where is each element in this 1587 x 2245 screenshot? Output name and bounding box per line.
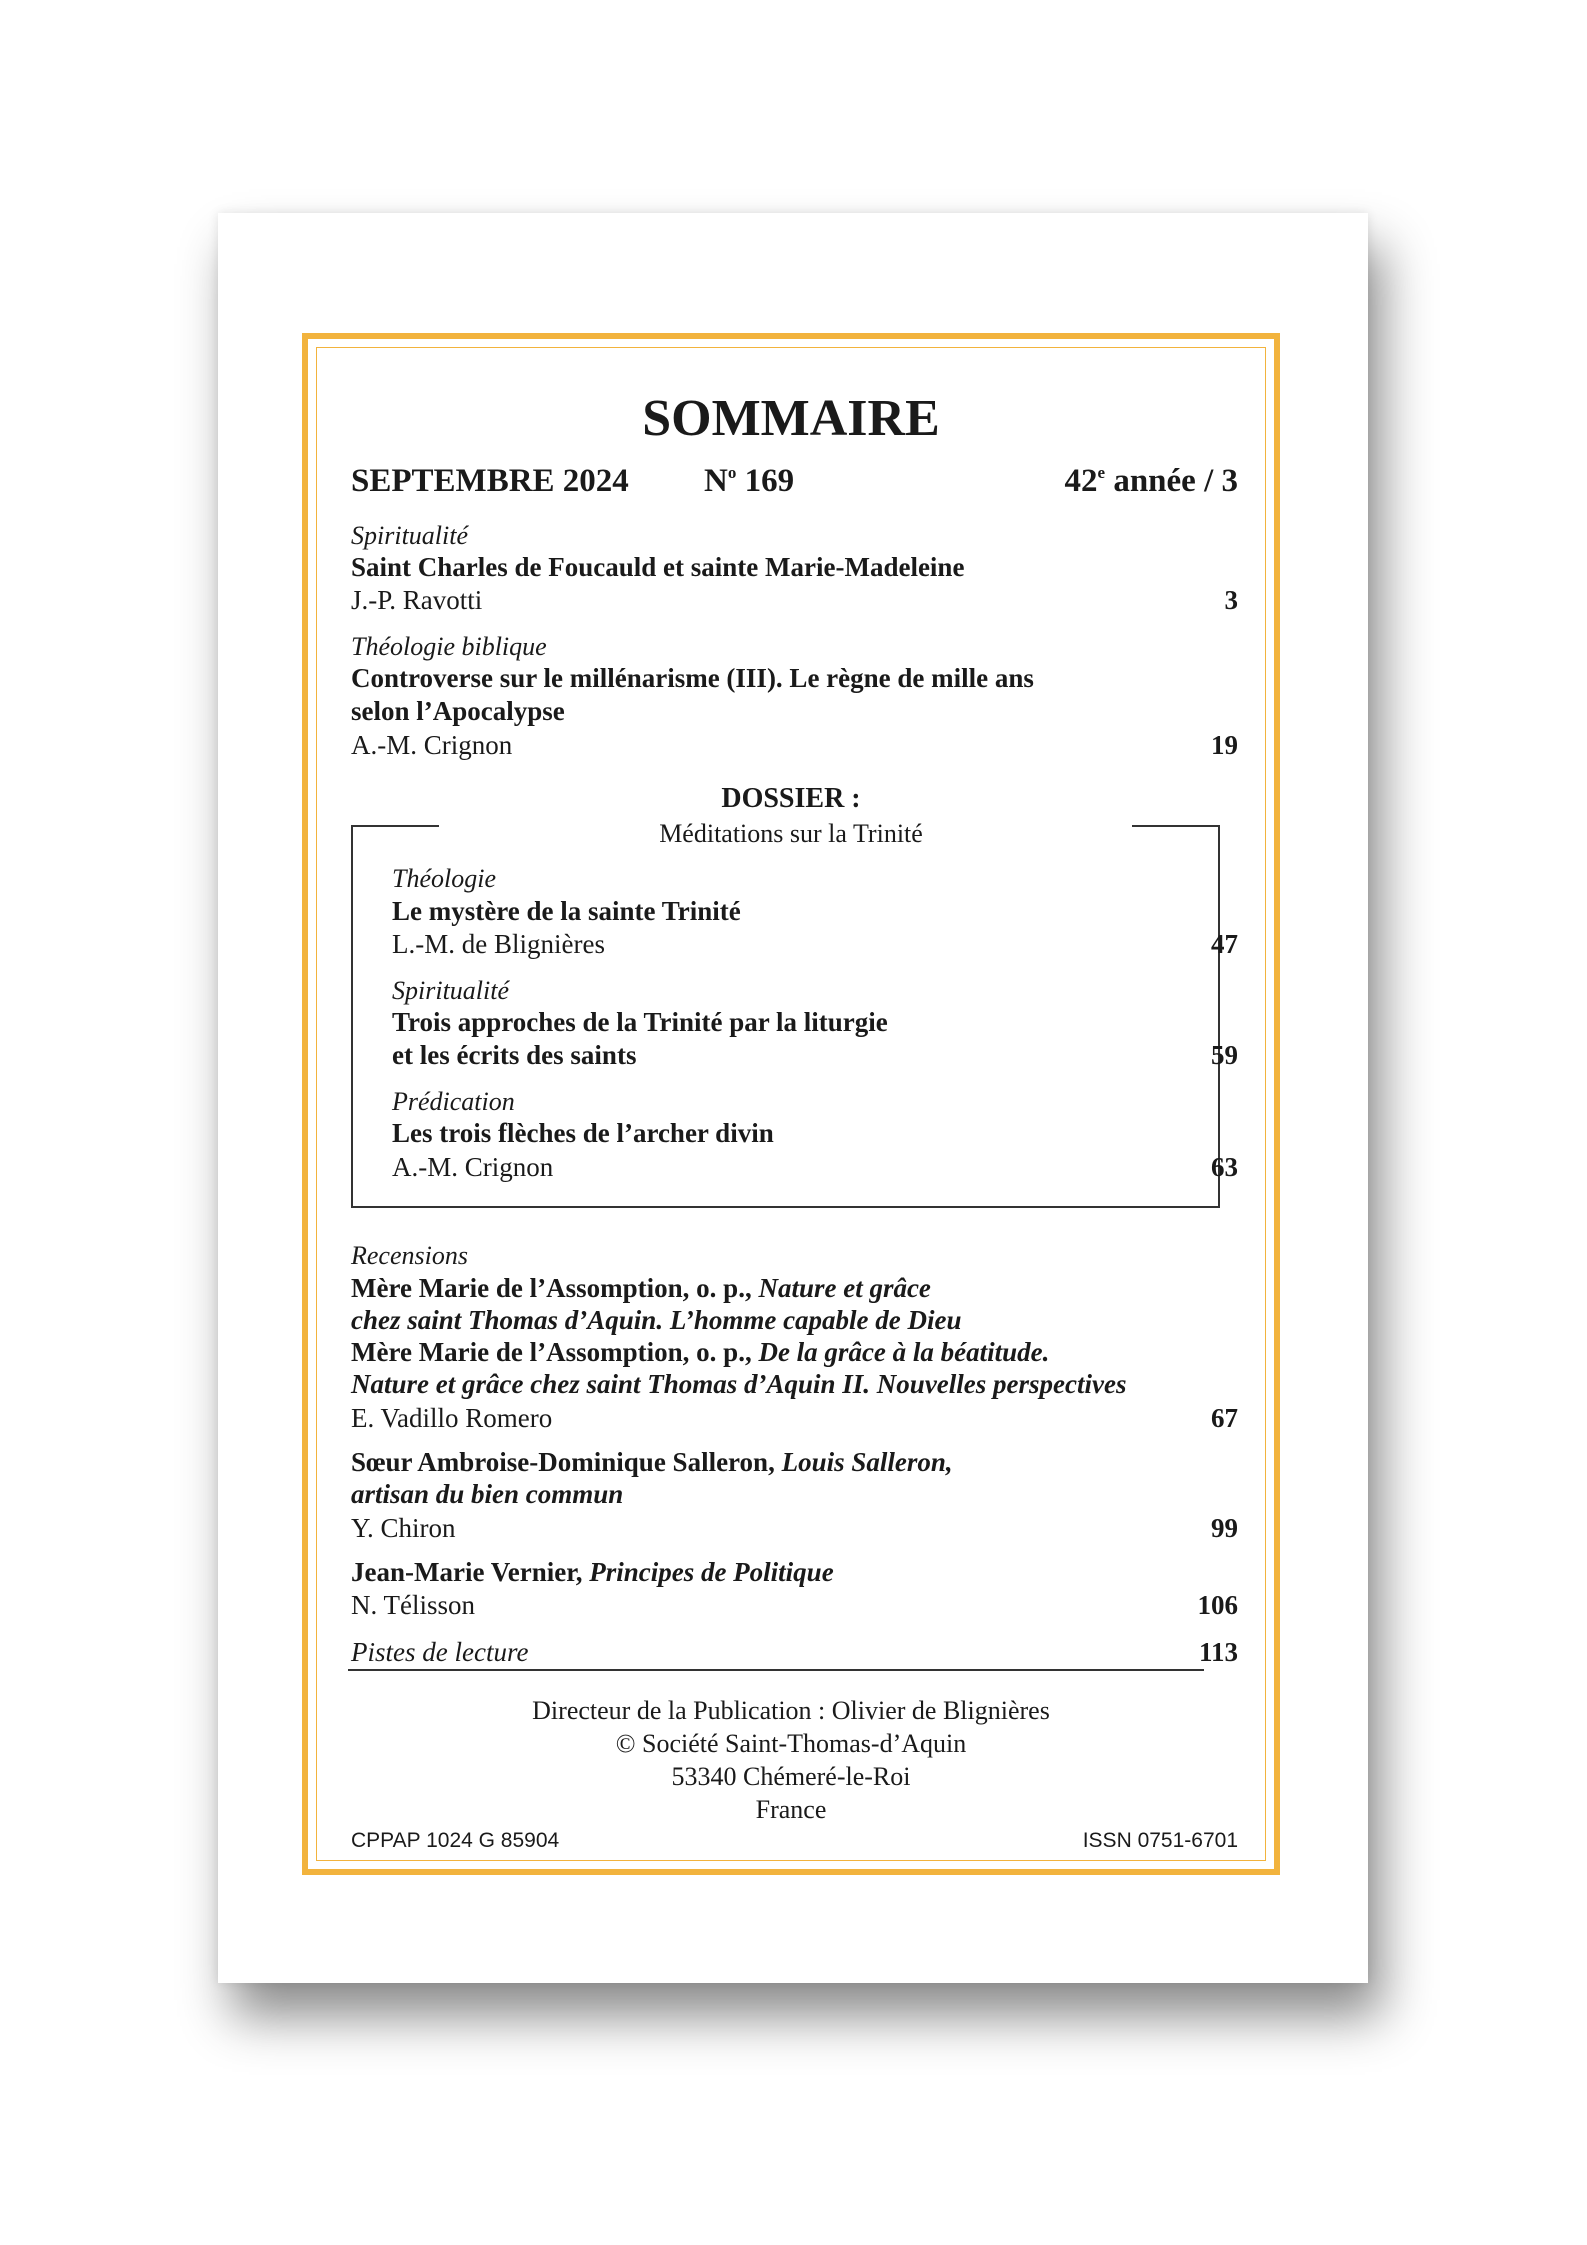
recension-line — [351, 1305, 962, 1336]
entry-page: 19 — [1211, 730, 1238, 760]
summary-content — [308, 339, 1274, 1869]
footer-country: France — [755, 1795, 827, 1824]
recension-line — [351, 1479, 623, 1510]
dossier-entry-title: et les écrits des saints — [392, 1040, 637, 1070]
dossier-entry-category: Prédication — [392, 1087, 515, 1116]
recension-reviewer: Y. Chiron — [351, 1513, 456, 1543]
recension-book-italic: Louis Salleron, — [781, 1447, 953, 1477]
recension-line — [351, 1557, 834, 1588]
entry-category: Spiritualité — [351, 521, 468, 550]
dossier-entry-page: 63 — [1211, 1152, 1238, 1182]
dossier-entry-title: Trois approches de la Trinité par la liturgie — [392, 1007, 888, 1037]
pistes-page: 113 — [1198, 1637, 1238, 1667]
dossier-entry-title: Le mystère de la sainte Trinité — [392, 896, 741, 926]
recensions-category: Recensions — [351, 1241, 468, 1270]
entry-author: J.-P. Ravotti — [351, 585, 483, 615]
recension-line — [351, 1273, 931, 1304]
recension-book-italic: artisan du bien commun — [351, 1479, 624, 1509]
recension-reviewer: E. Vadillo Romero — [351, 1403, 553, 1433]
recension-book-italic: chez saint Thomas d’Aquin. L’homme capable de Dieu — [351, 1305, 962, 1335]
issue-year — [1065, 463, 1238, 500]
dossier-subtitle: Méditations sur la Trinité — [659, 819, 923, 848]
recension-line — [351, 1447, 953, 1478]
cppap-number: CPPAP 1024 G 85904 — [351, 1829, 560, 1852]
issue-year-sup: e — [1097, 463, 1106, 482]
dossier-entry-author: A.-M. Crignon — [392, 1152, 554, 1182]
entry-author: A.-M. Crignon — [351, 730, 513, 760]
issue-year-num: 42 — [1064, 463, 1098, 499]
recension-line — [351, 1337, 1049, 1368]
recension-reviewer: N. Télisson — [351, 1590, 476, 1620]
gold-frame — [302, 333, 1280, 1875]
issue-year-rest: année / 3 — [1105, 463, 1238, 499]
entry-title: selon l’Apocalypse — [351, 696, 565, 726]
issue-number-prefix: N — [704, 463, 728, 499]
recension-book-italic: Nature et grâce — [758, 1273, 931, 1303]
footer-director: Directeur de la Publication : Olivier de Blignières — [532, 1696, 1050, 1725]
issn-number: ISSN 0751-6701 — [1082, 1829, 1238, 1852]
recension-book-italic: Nature et grâce chez saint Thomas d’Aquin II. Nouvelles perspectives — [351, 1369, 1127, 1399]
recension-page: 106 — [1197, 1590, 1238, 1620]
issue-number-value: 169 — [736, 463, 795, 499]
recension-author-bold: Mère Marie de l’Assomption, o. p., — [351, 1273, 759, 1303]
dossier-entry-page: 59 — [1211, 1040, 1238, 1070]
footer-copyright: © Société Saint-Thomas-d’Aquin — [615, 1729, 967, 1758]
dossier-entry-page: 47 — [1211, 929, 1238, 959]
footer-divider — [348, 1669, 1204, 1671]
dossier-entry-category: Spiritualité — [392, 976, 509, 1005]
recension-book-italic: Principes de Politique — [589, 1557, 834, 1587]
entry-title: Saint Charles de Foucauld et sainte Marie-Madeleine — [351, 552, 965, 582]
recension-page: 67 — [1211, 1403, 1238, 1433]
issue-number-sup: o — [727, 463, 737, 482]
recension-page: 99 — [1211, 1513, 1238, 1543]
dossier-entry-author: L.-M. de Blignières — [392, 929, 605, 959]
recension-book-italic: De la grâce à la béatitude. — [758, 1337, 1050, 1367]
recension-author-bold: Jean-Marie Vernier, — [351, 1557, 590, 1587]
page-title: SOMMAIRE — [642, 390, 940, 447]
recension-author-bold: Mère Marie de l’Assomption, o. p., — [351, 1337, 759, 1367]
dossier-heading: DOSSIER : — [721, 783, 861, 814]
pistes-label: Pistes de lecture — [351, 1637, 529, 1667]
entry-title: Controverse sur le millénarisme (III). Le règne de mille ans — [351, 663, 1034, 693]
footer-address: 53340 Chémeré-le-Roi — [671, 1762, 911, 1791]
dossier-entry-category: Théologie — [392, 864, 496, 893]
summary-page — [218, 213, 1368, 1983]
entry-page: 3 — [1224, 585, 1238, 615]
issue-number — [704, 463, 794, 500]
issue-date: SEPTEMBRE 2024 — [351, 463, 629, 499]
recension-author-bold: Sœur Ambroise-Dominique Salleron, — [351, 1447, 782, 1477]
entry-category: Théologie biblique — [351, 632, 547, 661]
dossier-entry-title: Les trois flèches de l’archer divin — [392, 1118, 774, 1148]
recension-line — [351, 1369, 1126, 1400]
